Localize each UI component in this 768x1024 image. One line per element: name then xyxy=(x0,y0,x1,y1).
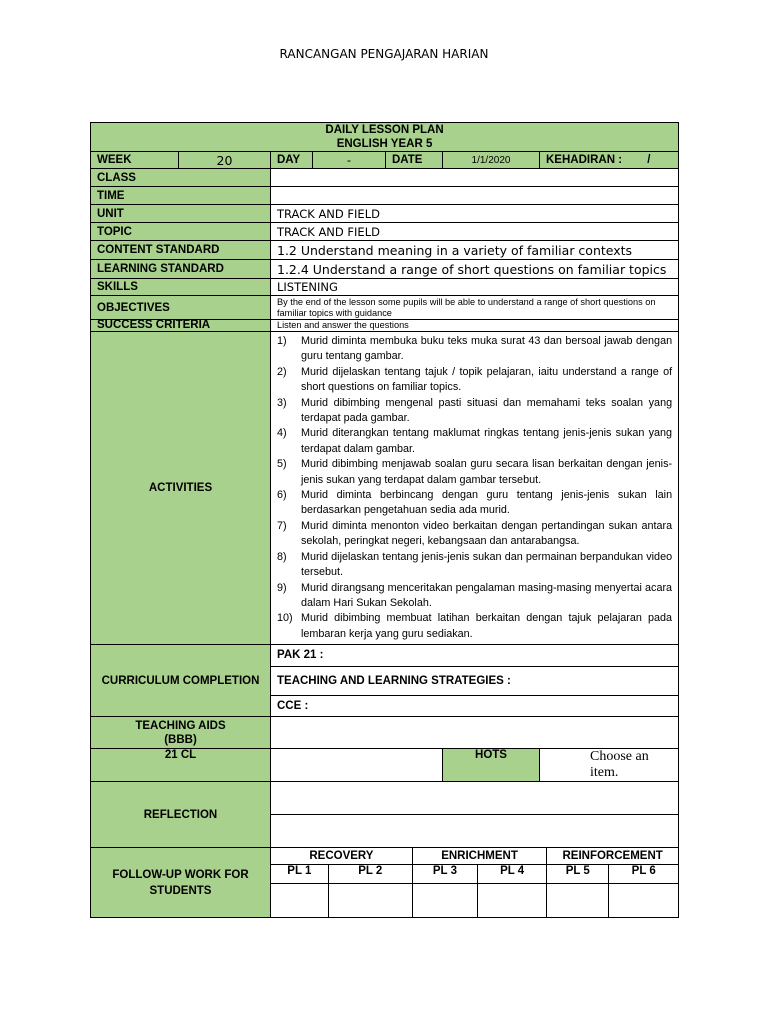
activity-item: 7) Murid diminta menonton video berkaitan dengan pertandingan sukan antara sekolah, peringkat negeri, kebangsaan dan antarabangsa. xyxy=(277,519,673,548)
cl21-label: 21 CL xyxy=(91,749,271,782)
learning-standard-label: LEARNING STANDARD xyxy=(91,260,271,279)
objectives-value[interactable]: By the end of the lesson some pupils will be able to understand a range of short questions on familiar topics with guidance xyxy=(271,296,679,320)
followup-table xyxy=(271,848,678,917)
strategies-field[interactable]: TEACHING AND LEARNING STRATEGIES : xyxy=(271,666,678,695)
reflection-label: REFLECTION xyxy=(91,782,271,848)
lesson-plan-table xyxy=(90,122,679,918)
activities-cell[interactable] xyxy=(271,332,679,645)
pak21-field[interactable]: PAK 21 : xyxy=(271,645,678,666)
kehadiran-cell xyxy=(540,152,679,169)
activity-item: 9) Murid dirangsang menceritakan pengalaman masing-masing menyertai acara dalam Hari Sukan Sekolah. xyxy=(277,581,673,609)
pl3-header: PL 3 xyxy=(412,864,477,883)
reflection-field-1[interactable] xyxy=(271,782,679,815)
page-title: RANCANGAN PENGAJARAN HARIAN xyxy=(279,47,489,61)
teaching-aids-label-line2: (BBB) xyxy=(164,733,197,746)
plan-header-line2: ENGLISH YEAR 5 xyxy=(336,138,433,150)
content-standard-value[interactable]: 1.2 Understand meaning in a variety of familiar contexts xyxy=(271,241,679,260)
teaching-aids-label-line1: TEACHING AIDS xyxy=(135,719,226,732)
activity-item: 4) Murid diterangkan tentang maklumat ringkas tentang jenis-jenis sukan yang terdapat dalam gambar. xyxy=(277,427,673,455)
class-value[interactable] xyxy=(271,169,679,187)
success-criteria-label: SUCCESS CRITERIA xyxy=(91,320,271,332)
enrichment-header: ENRICHMENT xyxy=(412,848,546,864)
pl1-header: PL 1 xyxy=(271,864,328,883)
week-label: WEEK xyxy=(91,152,179,169)
learning-standard-value[interactable]: 1.2.4 Understand a range of short questions on familiar topics xyxy=(271,260,679,279)
pl4-field[interactable] xyxy=(478,883,547,917)
date-label: DATE xyxy=(386,152,443,169)
pl6-field[interactable] xyxy=(609,883,678,917)
pl3-field[interactable] xyxy=(412,883,477,917)
pl4-header: PL 4 xyxy=(478,864,547,883)
topic-label: TOPIC xyxy=(91,223,271,241)
day-label: DAY xyxy=(271,152,313,169)
followup-label-line1: FOLLOW-UP WORK FOR xyxy=(112,868,249,881)
kehadiran-value[interactable]: / xyxy=(647,154,651,166)
success-criteria-value[interactable]: Listen and answer the questions xyxy=(271,320,679,332)
time-value[interactable] xyxy=(271,187,679,205)
skills-label: SKILLS xyxy=(91,279,271,296)
cl21-value[interactable] xyxy=(271,749,443,782)
activity-item: 2) Murid dijelaskan tentang tajuk / topik pelajaran, iaitu understand a range of short questions on familiar topics. xyxy=(277,365,673,394)
activity-item: 1) Murid diminta membuka buku teks muka surat 43 dan bersoal jawab dengan guru tentang gambar. xyxy=(277,335,673,363)
activity-item: 5) Murid dibimbing menjawab soalan guru secara lisan berkaitan dengan jenis-jenis sukan yang terdapat dalam gambar tersebut. xyxy=(277,458,673,486)
class-label: CLASS xyxy=(91,169,271,187)
pl1-field[interactable] xyxy=(271,883,328,917)
pl5-header: PL 5 xyxy=(547,864,609,883)
content-standard-label: CONTENT STANDARD xyxy=(91,241,271,260)
pl2-header: PL 2 xyxy=(328,864,412,883)
followup-label-line2: STUDENTS xyxy=(149,884,212,897)
reinforcement-header: REINFORCEMENT xyxy=(547,848,678,864)
plan-header-line1: DAILY LESSON PLAN xyxy=(325,124,444,136)
objectives-label: OBJECTIVES xyxy=(91,296,271,320)
activity-item: 6) Murid diminta berbincang dengan guru tentang jenis-jenis sukan lain berdasarkan pengetahuan sedia ada murid. xyxy=(277,489,673,517)
pl5-field[interactable] xyxy=(547,883,609,917)
pl6-header: PL 6 xyxy=(609,864,678,883)
activity-item: 10) Murid dibimbing membuat latihan berkaitan dengan tajuk pelajaran pada lembaran kerja yang guru sediakan. xyxy=(277,612,673,640)
day-value[interactable]: - xyxy=(313,152,386,169)
skills-value[interactable]: LISTENING xyxy=(271,279,679,296)
unit-label: UNIT xyxy=(91,205,271,223)
unit-value[interactable]: TRACK AND FIELD xyxy=(271,205,679,223)
reflection-field-2[interactable] xyxy=(271,815,679,848)
topic-value[interactable]: TRACK AND FIELD xyxy=(271,223,679,241)
teaching-aids-label xyxy=(91,717,271,749)
activity-item: 8) Murid dijelaskan tentang jenis-jenis sukan dan permainan berpandukan video tersebut. xyxy=(277,550,673,579)
date-value[interactable]: 1/1/2020 xyxy=(443,152,540,169)
teaching-aids-value[interactable] xyxy=(271,717,679,749)
followup-cell xyxy=(271,848,679,918)
time-label: TIME xyxy=(91,187,271,205)
activities-list xyxy=(277,334,672,642)
curriculum-completion-cell xyxy=(271,645,679,717)
week-value[interactable]: 20 xyxy=(179,152,271,169)
hots-label: HOTS xyxy=(443,749,540,782)
activities-label: ACTIVITIES xyxy=(91,332,271,645)
hots-dropdown[interactable]: Choose an item. xyxy=(540,749,679,782)
kehadiran-label: KEHADIRAN : xyxy=(546,154,623,166)
plan-header xyxy=(91,123,679,152)
followup-label xyxy=(91,848,271,918)
pl2-field[interactable] xyxy=(328,883,412,917)
activity-item: 3) Murid dibimbing mengenal pasti situasi dan memahami teks soalan yang terdapat pada gambar. xyxy=(277,396,673,425)
cce-field[interactable]: CCE : xyxy=(277,699,309,712)
curriculum-completion-label: CURRICULUM COMPLETION xyxy=(91,645,271,717)
recovery-header: RECOVERY xyxy=(271,848,412,864)
